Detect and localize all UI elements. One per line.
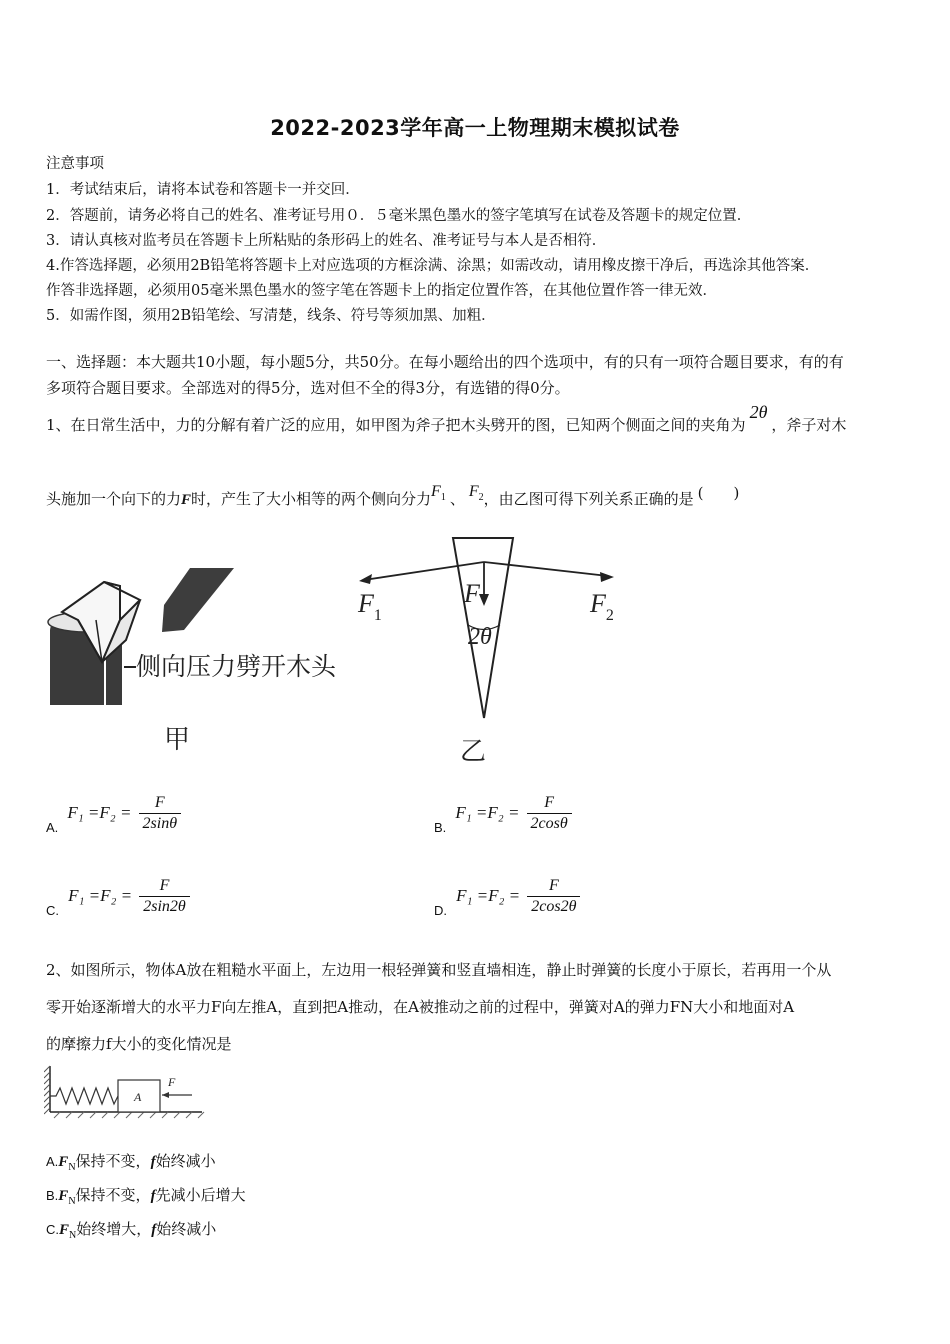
q1-stem-line2 <box>46 483 740 511</box>
figure-yi <box>350 530 630 770</box>
option-denominator: 2sin2θ <box>143 898 186 915</box>
section-instructions: 一、选择题：本大题共10小题，每小题5分，共50分。在每小题给出的四个选项中，有的只有一项符合题目要求，有的有 <box>46 353 844 371</box>
q2-option-c[interactable]: $C.F_N$始终增大，f始终减小 <box>46 1220 217 1241</box>
q1-text: 头施加一个向下的力 <box>46 490 182 508</box>
option-numerator: F <box>527 876 580 897</box>
q2-option-b[interactable]: $B.F_N$保持不变，f先减小后增大 <box>46 1186 246 1207</box>
option-label: B. <box>46 1188 59 1203</box>
f2-symbol: $F_2$ <box>468 483 484 503</box>
option-label: D. <box>434 903 447 918</box>
q1-option-d[interactable] <box>434 876 582 917</box>
option-numerator: F <box>139 793 182 814</box>
option-text: 先减小后增大 <box>155 1186 246 1204</box>
option-text: 保持不变， <box>75 1186 151 1204</box>
option-lhs: F₁ =F₂ = <box>68 886 133 905</box>
option-text: 保持不变， <box>75 1152 151 1170</box>
q1-option-a[interactable] <box>46 793 183 834</box>
spring <box>50 1088 118 1104</box>
option-numerator: F <box>527 793 572 814</box>
force-symbol: F <box>181 492 192 508</box>
q1-text: 1、在日常生活中，力的分解有着广泛的应用，如甲图为斧子把木头劈开的图，已知两个侧面之间的夹角为 <box>46 416 746 434</box>
option-label: B. <box>434 820 447 835</box>
f-symbol: f <box>150 1154 156 1170</box>
option-denominator: 2cos2θ <box>531 898 577 915</box>
option-lhs: F₁ =F₂ = <box>455 803 520 822</box>
notice-item: 作答非选择题，必须用05毫米黑色墨水的签字笔在答题卡上的指定位置作答，在其他位置作答一律无效． <box>46 283 717 299</box>
option-label: A. <box>46 820 59 835</box>
q1-text: 时，产生了大小相等的两个侧向分力 <box>191 490 432 508</box>
f-symbol: f <box>151 1222 157 1238</box>
figure-spring <box>44 1064 206 1120</box>
separator: 、 <box>449 490 465 508</box>
option-text: 始终减小 <box>155 1152 216 1170</box>
option-text: 始终减小 <box>156 1220 217 1238</box>
fn-symbol: F <box>58 1154 69 1170</box>
q1-option-c[interactable] <box>46 876 192 917</box>
q2-stem-line2: 零开始逐渐增大的水平力F向左推A，直到把A推动，在A被推动之前的过程中，弹簧对A的弹力FN大小和地面对A <box>46 998 795 1016</box>
option-denominator: 2cosθ <box>530 815 568 832</box>
option-lhs: F₁ =F₂ = <box>67 803 132 822</box>
answer-blank: ( ) <box>697 484 740 502</box>
fn-symbol: F <box>58 1188 69 1204</box>
block-label: A <box>134 1090 142 1104</box>
axe-handle <box>162 568 234 632</box>
option-denominator: 2sinθ <box>142 815 178 832</box>
q1-text: ，由乙图可得下列关系正确的是 <box>483 490 694 508</box>
section-instructions-cont: 多项符合题目要求。全部选对的得5分，选对但不全的得3分，有选错的得0分。 <box>46 379 570 397</box>
q1-text: ，斧子对木 <box>771 416 847 434</box>
fn-symbol: F <box>59 1222 70 1238</box>
figure-caption: 乙 <box>460 737 487 766</box>
figure-caption: 甲 <box>164 725 191 754</box>
option-lhs: F₁ =F₂ = <box>456 886 521 905</box>
notice-item: 5．如需作图，须用2B铅笔绘、写清楚，线条、符号等须加黑、加粗． <box>46 308 496 324</box>
f-symbol: f <box>150 1188 156 1204</box>
label-f2: $F_2$ <box>590 589 614 624</box>
q2-option-a[interactable]: $A.F_N$保持不变，f始终减小 <box>46 1152 216 1173</box>
option-numerator: F <box>139 876 190 897</box>
label-f: F <box>464 579 480 608</box>
figure-label: 侧向压力劈开木头 <box>136 654 337 681</box>
option-label: C. <box>46 1222 59 1237</box>
figure-jia <box>44 560 374 760</box>
notice-item: 1．考试结束后，请将本试卷和答题卡一并交回． <box>46 182 360 198</box>
notice-heading: 注意事项 <box>46 156 104 172</box>
notice-item: 2．答题前，请务必将自己的姓名、准考证号用０．５毫米黑色墨水的签字笔填写在试卷及答题卡的规定位置． <box>46 208 752 224</box>
page-title: 2022-2023学年高一上物理期末模拟试卷 <box>270 116 680 140</box>
option-text: 始终增大， <box>76 1220 152 1238</box>
option-label: A. <box>46 1154 59 1169</box>
q1-stem-line1 <box>46 402 847 435</box>
angle-symbol: 2θ <box>749 402 768 422</box>
label-f1: $F_1$ <box>358 589 382 624</box>
force-label: F <box>168 1075 176 1089</box>
option-label: C. <box>46 903 59 918</box>
q1-option-b[interactable] <box>434 793 574 834</box>
notice-item: 4.作答选择题，必须用2B铅笔将答题卡上对应选项的方框涂满、涂黑；如需改动，请用橡皮擦干净后，再选涂其他答案． <box>46 258 820 274</box>
label-angle: 2θ <box>468 624 492 650</box>
f1-symbol: $F_1$ <box>431 483 446 503</box>
q2-stem-line1: 2、如图所示，物体A放在粗糙水平面上，左边用一根轻弹簧和竖直墙相连，静止时弹簧的长度小于原长，若再用一个从 <box>46 961 832 979</box>
q2-stem-line3: 的摩擦力f大小的变化情况是 <box>46 1035 232 1053</box>
notice-item: 3．请认真核对监考员在答题卡上所粘贴的条形码上的姓名、准考证号与本人是否相符． <box>46 233 607 249</box>
